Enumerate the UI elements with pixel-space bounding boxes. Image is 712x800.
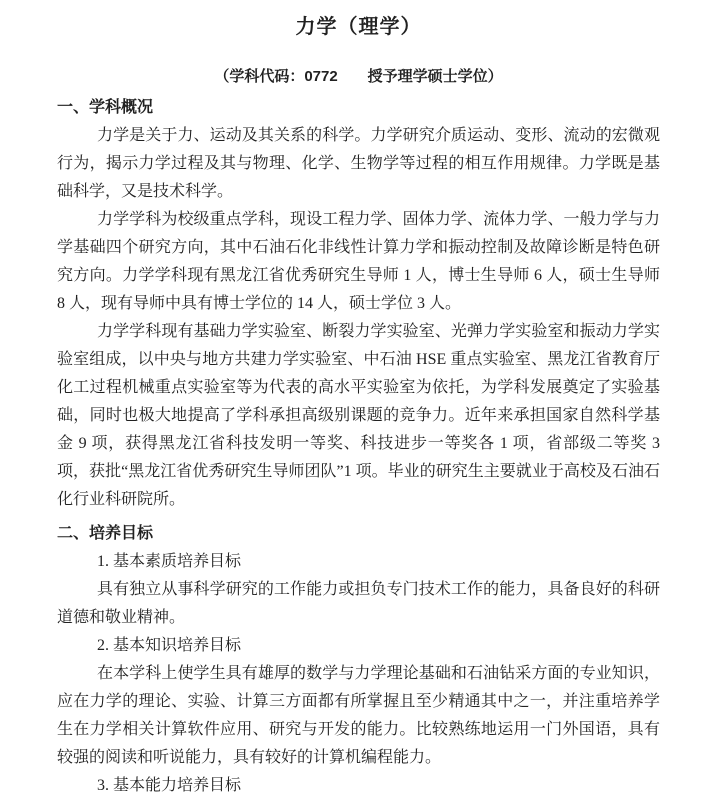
- subheading-basic-knowledge-goal: 2. 基本知识培养目标: [97, 637, 242, 654]
- paragraph-key-discipline-directions: 力学学科为校级重点学科，现设工程力学、固体力学、流体力学、一般力学与力学基础四个研究方向，其中石油石化非线性计算力学和振动控制及故障诊断是特色研究方向。力学学科现有黑龙江省优秀研究生导师 1 人，博士生导师 6 人，硕士生导师 8 人，现有导师中具有博士学位的 14 人，硕士学位 3 人。: [57, 211, 660, 312]
- document-title: 力学（理学）: [295, 16, 422, 38]
- paragraph-discipline-definition: 力学是关于力、运动及其关系的科学。力学研究介质运动、变形、流动的宏微观行为，揭示力学过程及其与物理、化学、生物学等过程的相互作用规律。力学既是基础科学，又是技术科学。: [57, 127, 660, 200]
- section-heading-discipline-overview: 一、学科概况: [57, 99, 154, 116]
- paragraph-basic-quality-goal: 具有独立从事科学研究的工作能力或担负专门技术工作的能力，具备良好的科研道德和敬业精神。: [57, 581, 660, 626]
- section-heading-training-goals: 二、培养目标: [57, 525, 154, 542]
- subheading-basic-ability-goal: 3. 基本能力培养目标: [97, 777, 242, 794]
- subheading-basic-quality-goal: 1. 基本素质培养目标: [97, 553, 242, 570]
- paragraph-laboratories-achievements: 力学学科现有基础力学实验室、断裂力学实验室、光弹力学实验室和振动力学实验室组成，以中央与地方共建力学实验室、中石油 HSE 重点实验室、黑龙江省教育厅化工过程机械重点实验室等为代表的高水平实验室为依托，为学科发展奠定了实验基础，同时也极大地提高了学科承担高级别课题的竞争力。近年来承担国家自然科学基金 9 项，获得黑龙江省科技发明一等奖、科技进步一等奖各 1 项，省部级二等奖 3 项，获批“黑龙江省优秀研究生导师团队”1 项。毕业的研究生主要就业于高校及石油石化行业科研院所。: [57, 323, 660, 508]
- paragraph-basic-knowledge-goal: 在本学科上使学生具有雄厚的数学与力学理论基础和石油钻采方面的专业知识，应在力学的理论、实验、计算三方面都有所掌握且至少精通其中之一，并注重培养学生在力学相关计算软件应用、研究与开发的能力。比较熟练地运用一门外国语，具有较强的阅读和听说能力，具有较好的计算机编程能力。: [57, 665, 660, 766]
- document-subtitle: （学科代码：0772 授予理学硕士学位）: [214, 68, 503, 85]
